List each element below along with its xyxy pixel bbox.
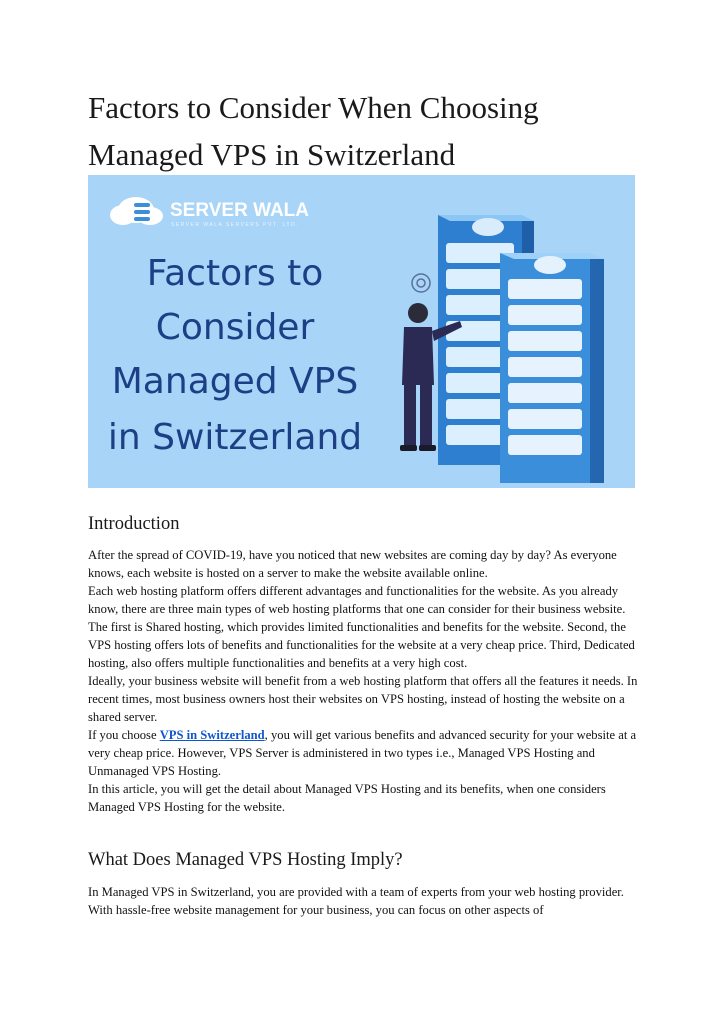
intro-paragraph: After the spread of COVID-19, have you noticed that new websites are coming day by day? As everyone knows, each website is hosted on a server to make the website available online. (88, 548, 617, 580)
managed-paragraph: In Managed VPS in Switzerland, you are provided with a team of experts from your web hosting provider. With hassle-free website management for your business, you can focus on other aspects of (88, 885, 624, 917)
logo-name: SERVER WALA (170, 200, 310, 221)
page-title: Factors to Consider When Choosing Managed VPS in Switzerland (88, 90, 539, 172)
managed-vps-body (88, 883, 638, 919)
paragraph-text: , you will get various benefits and advanced security for your website at a very cheap price. However, VPS Server is administered in two types i.e., Managed VPS Hosting and Unmanaged VPS Hosting. (88, 728, 637, 778)
hero-line-2: Consider (155, 307, 315, 348)
cloud-logo-icon (110, 197, 163, 225)
paragraph-text: If you choose (88, 728, 160, 742)
hero-line-3: Managed VPS (111, 361, 359, 402)
intro-paragraph: Each web hosting platform offers different advantages and functionalities for the website. As you already know, there are three main types of web hosting platforms that one can consider for their business website. (88, 584, 626, 616)
intro-paragraph: Ideally, your business website will benefit from a web hosting platform that offers all the features it needs. In recent times, most business owners host their websites on VPS hosting, instead of hosting the website on a shared server. (88, 674, 638, 724)
section-heading-introduction: Introduction (88, 514, 180, 534)
intro-paragraph: In this article, you will get the detail about Managed VPS Hosting and its benefits, when one considers Managed VPS Hosting for the website. (88, 782, 606, 814)
intro-paragraph (88, 726, 638, 780)
hero-line-4: in Switzerland (107, 417, 363, 458)
intro-paragraph: The first is Shared hosting, which provides limited functionalities and benefits for the website. Second, the VPS hosting offers lots of benefits and functionalities for the website at a very cheap price. Third, Dedicated hosting, also offers multiple functionalities and benefits at a very high cost. (88, 620, 635, 670)
section-heading-managed-vps: What Does Managed VPS Hosting Imply? (88, 850, 403, 870)
gear-icon (412, 274, 430, 292)
hero-banner-image (88, 175, 635, 488)
vps-switzerland-link[interactable]: VPS in Switzerland (159, 728, 265, 742)
logo-tagline: SERVER WALA SERVERS PVT. LTD. (171, 222, 300, 228)
hero-line-1: Factors to (146, 253, 324, 294)
server-rack-icon (500, 253, 604, 483)
introduction-body (88, 546, 638, 816)
